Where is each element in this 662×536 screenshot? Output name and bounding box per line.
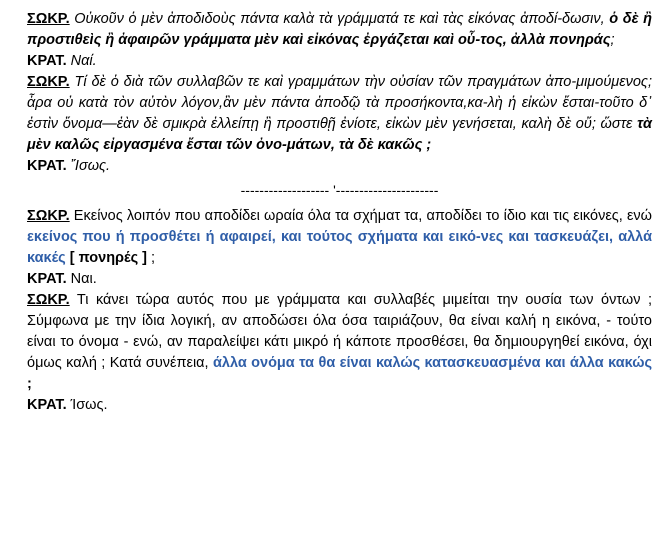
section-divider: ------------------- '----------------------: [240, 182, 439, 198]
modern-text: Τι κάνει τώρα αυτός που με γράμματα και συλλαβές μιμείται την ουσία των όντων ; Σύμφωνα με την ίδια λογική, αν αποδώσει όλα όσα ταιριάζουν, θα είναι καλή η εικόνα, - τούτο είναι το όνομα - ενώ, αν παραλείψει κάτι μικρό ή κάποτε προσθέσει, θα δημιουργηθεί εικόνα, όχι όμως καλή ; Κατά συνέπεια,: [27, 292, 652, 371]
speaker-label: ΚΡΑΤ.: [27, 158, 67, 174]
speaker-label: ΣΩΚΡ.: [27, 208, 70, 224]
ancient-text: Οὐκοῦν ὁ μὲν ἀποδιδοὺς πάντα καλὰ τὰ γράμματά τε καὶ τὰς εἰκόνας ἀποδί-δωσιν,: [69, 11, 610, 27]
speaker-label: ΚΡΑΤ.: [27, 271, 67, 287]
modern-paragraph-socrates-1: [27, 206, 652, 269]
modern-text: Εκείνος λοιπόν που αποδίδει ωραία όλα τα σχήματ τα, αποδίδει το ίδιο και τις εικόνες, ενώ: [69, 208, 652, 224]
highlighted-text: εκείνος που ή προσθέτει ή αφαιρεί, και τούτος σχήματα και εικό-νες και τασκευάζει, αλλά κακές: [27, 229, 652, 266]
highlighted-text: άλλα ονόμα τα θα είναι καλώς κατασκευασμένα και άλλα κακώς: [212, 355, 652, 371]
ancient-text: Ναί.: [66, 53, 97, 69]
speaker-label: ΚΡΑΤ.: [27, 397, 67, 413]
modern-paragraph-kratylos-2: [27, 395, 652, 416]
ancient-text: Τί δὲ ὁ διὰ τῶν συλλαβῶν τε καὶ γραμμάτων τὴν οὐσίαν τῶν πραγμάτων ἀπο-μιμούμενος; ἆρα οὐ κατὰ τὸν αὐτὸν λόγον,ἂν μὲν πάντα ἀποδῷ τὰ προσήκοντα,κα-λὴ ἡ εἰκὼν ἔσται-τοῦτο δ᾽ ἐστὶν ὄνομα—ἐὰν δὲ σμικρὰ ἐλλείπῃ ἢ προστιθῇ ἐνίοτε, εἰκὼν μὲν γενήσεται, καλὴ δὲ οὔ; ὥστε: [27, 74, 652, 132]
ancient-paragraph-kratylos-1: [27, 51, 652, 72]
speaker-label: ΣΩΚΡ.: [27, 292, 70, 308]
modern-text: ;: [27, 376, 32, 392]
bracket-note: [ πονηρές ]: [69, 250, 147, 266]
ancient-bold-text: τὰ μὲν καλῶς εἰργασμένα ἔσται τῶν ὀνο-μάτων, τὰ δὲ κακῶς ;: [27, 116, 652, 153]
speaker-label: ΣΩΚΡ.: [27, 74, 70, 90]
modern-text: Ναι.: [66, 271, 97, 287]
ancient-paragraph-socrates-2: [27, 72, 652, 156]
modern-text: Ίσως.: [66, 397, 108, 413]
ancient-paragraph-kratylos-2: [27, 156, 652, 177]
ancient-bold-text: ὁ δὲ ἢ προστιθεὶς ἢ ἀφαιρῶν γράμματα μὲν καὶ εἰκόνας ἐργάζεται καὶ οὗ-τος, ἀλλὰ πονηράς: [27, 11, 652, 48]
ancient-text: Ἴσως.: [66, 158, 111, 174]
modern-paragraph-socrates-2: [27, 290, 652, 395]
ancient-text: ;: [610, 32, 615, 48]
speaker-label: ΣΩΚΡ.: [27, 11, 70, 27]
ancient-paragraph-socrates-1: [27, 9, 652, 51]
modern-text: ;: [146, 250, 156, 266]
modern-paragraph-kratylos-1: [27, 269, 652, 290]
speaker-label: ΚΡΑΤ.: [27, 53, 67, 69]
